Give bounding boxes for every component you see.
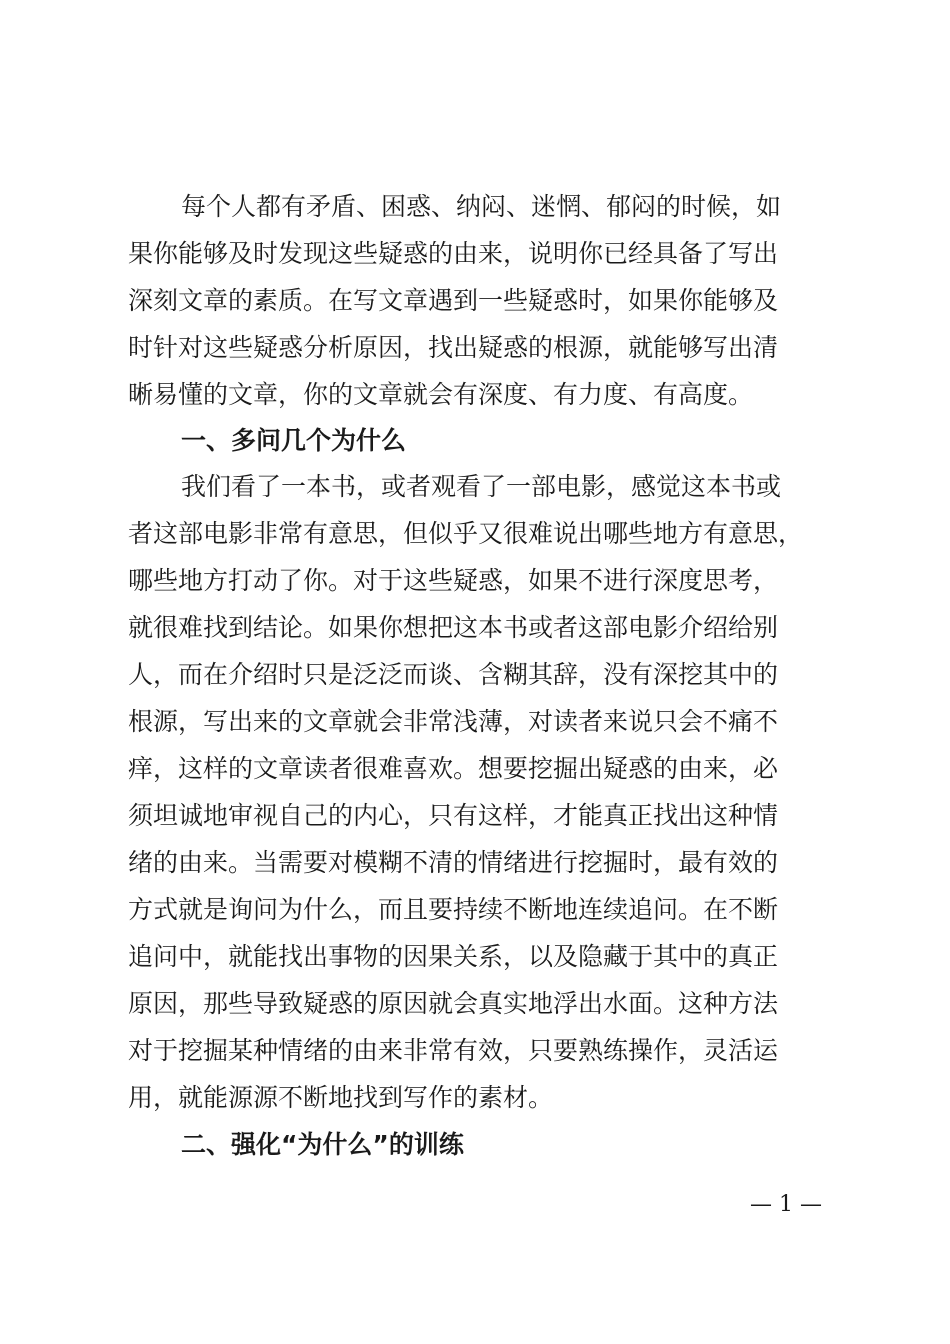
paragraph-line: 人，而在介绍时只是泛泛而谈、含糊其辞，没有深挖其中的 (128, 660, 779, 689)
paragraph-line: 每个人都有矛盾、困惑、纳闷、迷惘、郁闷的时候，如 (181, 192, 782, 221)
section-heading: 二、强化“为什么”的训练 (181, 1130, 464, 1159)
paragraph-line: 我们看了一本书，或者观看了一部电影，感觉这本书或 (181, 472, 782, 501)
paragraph-line: 追问中，就能找出事物的因果关系，以及隐藏于其中的真正 (128, 942, 779, 971)
paragraph-line: 根源，写出来的文章就会非常浅薄，对读者来说只会不痛不 (128, 707, 779, 736)
paragraph-line: 哪些地方打动了你。对于这些疑惑，如果不进行深度思考， (128, 566, 779, 595)
section-heading: 一、多问几个为什么 (181, 426, 407, 455)
paragraph-line: 者这部电影非常有意思，但似乎又很难说出哪些地方有意思， (128, 519, 804, 548)
paragraph-line: 方式就是询问为什么，而且要持续不断地连续追问。在不断 (128, 895, 779, 924)
page-number: — 1 — (750, 1192, 822, 1217)
paragraph-line: 绪的由来。当需要对模糊不清的情绪进行挖掘时，最有效的 (128, 848, 779, 877)
paragraph-line: 时针对这些疑惑分析原因，找出疑惑的根源，就能够写出清 (128, 333, 779, 362)
paragraph-line: 就很难找到结论。如果你想把这本书或者这部电影介绍给别 (128, 613, 779, 642)
paragraph-line: 果你能够及时发现这些疑惑的由来，说明你已经具备了写出 (128, 239, 779, 268)
paragraph-line: 对于挖掘某种情绪的由来非常有效，只要熟练操作，灵活运 (128, 1036, 779, 1065)
paragraph-line: 用，就能源源不断地找到写作的素材。 (128, 1083, 554, 1112)
paragraph-line: 深刻文章的素质。在写文章遇到一些疑惑时，如果你能够及 (128, 286, 779, 315)
paragraph-line: 须坦诚地审视自己的内心，只有这样，才能真正找出这种情 (128, 801, 779, 830)
paragraph-line: 原因，那些导致疑惑的原因就会真实地浮出水面。这种方法 (128, 989, 779, 1018)
paragraph-line: 痒，这样的文章读者很难喜欢。想要挖掘出疑惑的由来，必 (128, 754, 779, 783)
paragraph-line: 晰易懂的文章，你的文章就会有深度、有力度、有高度。 (128, 380, 754, 409)
